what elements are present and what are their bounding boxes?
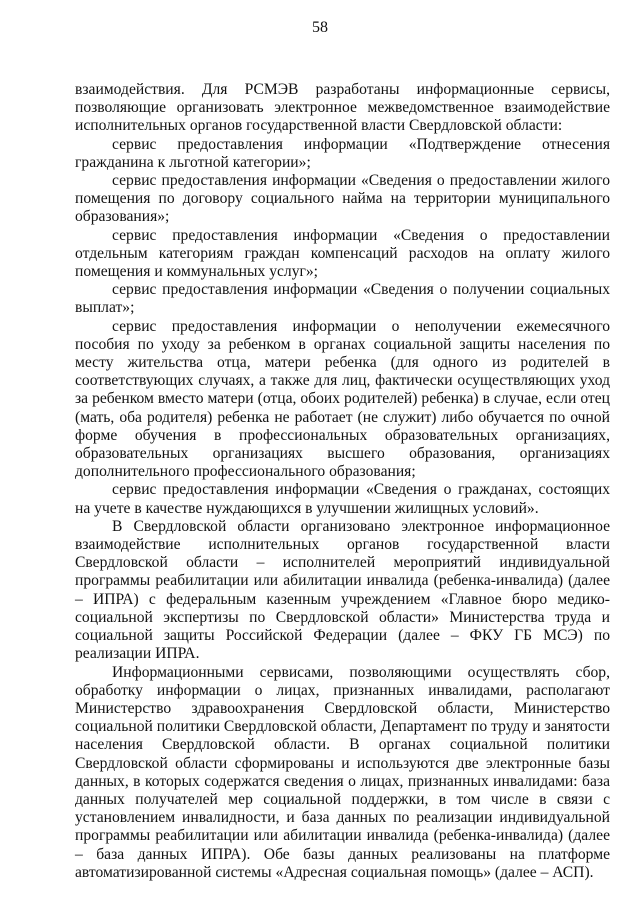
paragraph-8: В Свердловской области организовано электронное информационное взаимодействие исполнительных органов государственной власти Свердловской области – исполнителей мероприятий индивидуальной программы реабилитации или абилитации инвалида (ребенка-инвалида) (далее – ИПРА) с федеральным казенным учреждением «Главное бюро медико-социальной экспертизы по Свердловской области» Министерства труда и социальной защиты Российской Федерации (далее – ФКУ ГБ МСЭ) по реализации ИПРА.: [75, 517, 610, 663]
paragraph-9: Информационными сервисами, позволяющими осуществлять сбор, обработку информации о лицах, признанных инвалидами, располагают Министерство здравоохранения Свердловской области, Министерство социальной политики Свердловской области, Департамент по труду и занятости населения Свердловской области. В органах социальной политики Свердловской области сформированы и используются две электронные базы данных, в которых содержатся сведения о лицах, признанных инвалидами: база данных получателей мер социальной поддержки, в том числе в связи с установлением инвалидности, и база данных по реализации индивидуальной программы реабилитации или абилитации инвалида (ребенка-инвалида) (далее – база данных ИПРА). Обе базы данных реализованы на платформе автоматизированной системы «Адресная социальная помощь» (далее – АСП).: [75, 663, 610, 881]
paragraph-2: сервис предоставления информации «Подтверждение отнесения гражданина к льготной категории»;: [75, 135, 610, 171]
paragraph-5: сервис предоставления информации «Сведения о получении социальных выплат»;: [75, 281, 610, 317]
paragraph-6: сервис предоставления информации о неполучении ежемесячного пособия по уходу за ребенком в органах социальной защиты населения по месту жительства отца, матери ребенка (для одного из родителей в соответствующих случаях, а также для лиц, фактически осуществляющих уход за ребенком вместо матери (отца, обоих родителей) ребенка) в случае, если отец (мать, оба родителя) ребенка не работает (не служит) либо обучается по очной форме обучения в профессиональных образовательных организациях, образовательных организациях высшего образования, организациях дополнительного профессионального образования;: [75, 317, 610, 481]
paragraph-3: сервис предоставления информации «Сведения о предоставлении жилого помещения по договору социального найма на территории муниципального образования»;: [75, 172, 610, 226]
paragraph-4: сервис предоставления информации «Сведения о предоставлении отдельным категориям граждан компенсаций расходов на оплату жилого помещения и коммунальных услуг»;: [75, 226, 610, 281]
page-number: 58: [312, 19, 328, 36]
paragraph-7: сервис предоставления информации «Сведения о гражданах, состоящих на учете в качестве нуждающихся в улучшении жилищных условий».: [75, 481, 610, 517]
document-body: [75, 81, 610, 882]
paragraph-1: взаимодействия. Для РСМЭВ разработаны информационные сервисы, позволяющие организовать электронное межведомственное взаимодействие исполнительных органов государственной власти Свердловской области:: [75, 81, 610, 135]
